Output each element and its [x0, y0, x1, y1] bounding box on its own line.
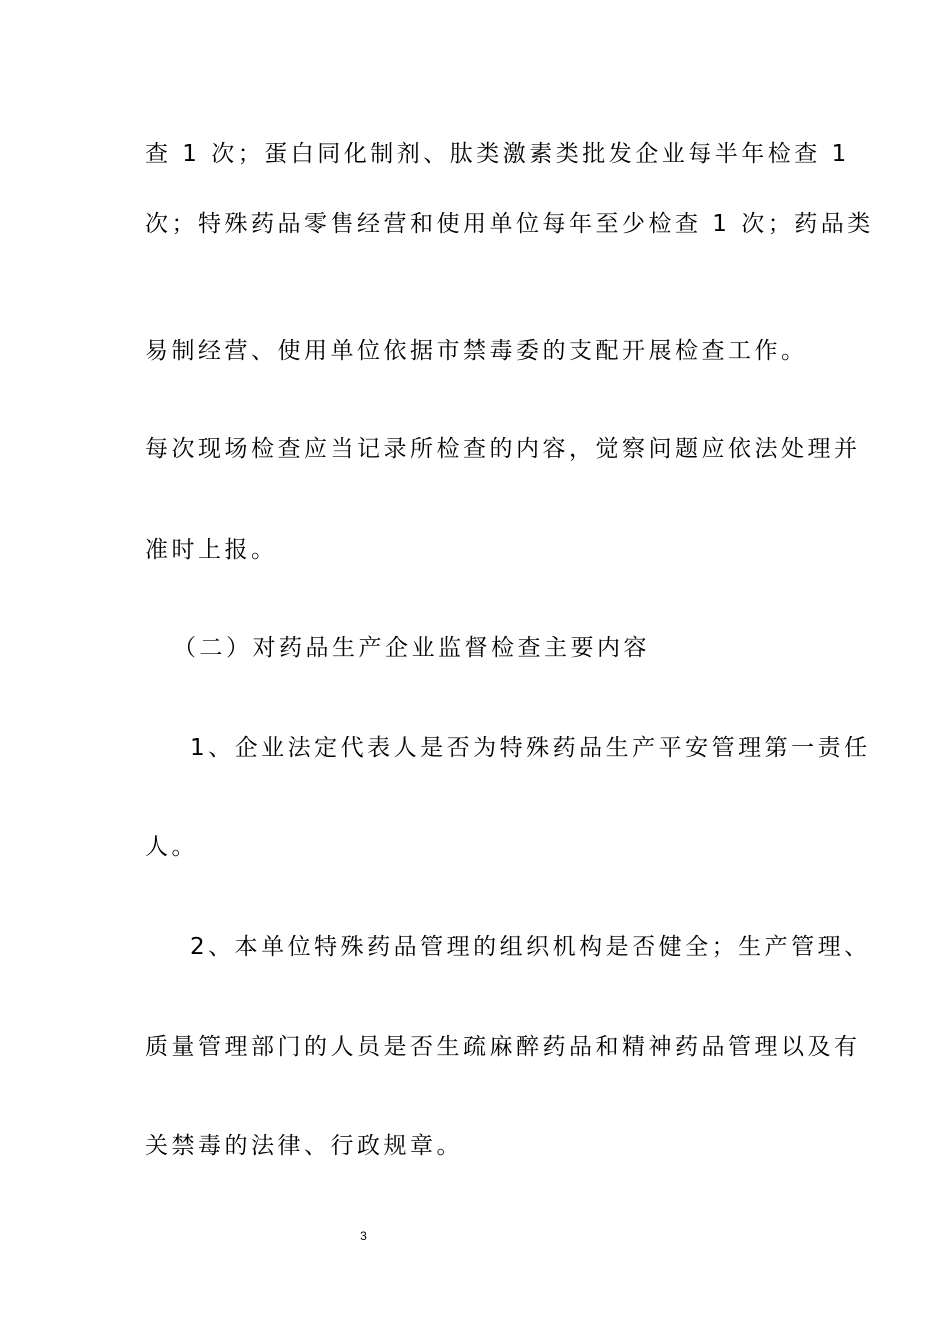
paragraph-line: 准时上报。 [145, 537, 278, 563]
paragraph-line: 人。 [145, 834, 198, 860]
paragraph-line: 易制经营、使用单位依据市禁毒委的支配开展检查工作。 [145, 338, 808, 364]
paragraph-line: 关禁毒的法律、行政规章。 [145, 1133, 463, 1159]
paragraph-line: 1、企业法定代表人是否为特殊药品生产平安管理第一责任 [190, 735, 871, 761]
paragraph-line: 每次现场检查应当记录所检查的内容，觉察问题应依法处理并 [145, 436, 861, 462]
paragraph-line: 2、本单位特殊药品管理的组织机构是否健全；生产管理、 [190, 934, 871, 960]
page-number: 3 [360, 1229, 367, 1243]
section-heading: （二）对药品生产企业监督检查主要内容 [173, 635, 650, 661]
paragraph-line: 质量管理部门的人员是否生疏麻醉药品和精神药品管理以及有 [145, 1034, 861, 1060]
paragraph-line: 次；特殊药品零售经营和使用单位每年至少检查 1 次；药品类 [145, 211, 874, 237]
paragraph-line: 查 1 次；蛋白同化制剂、肽类激素类批发企业每半年检查 1 [145, 141, 850, 167]
